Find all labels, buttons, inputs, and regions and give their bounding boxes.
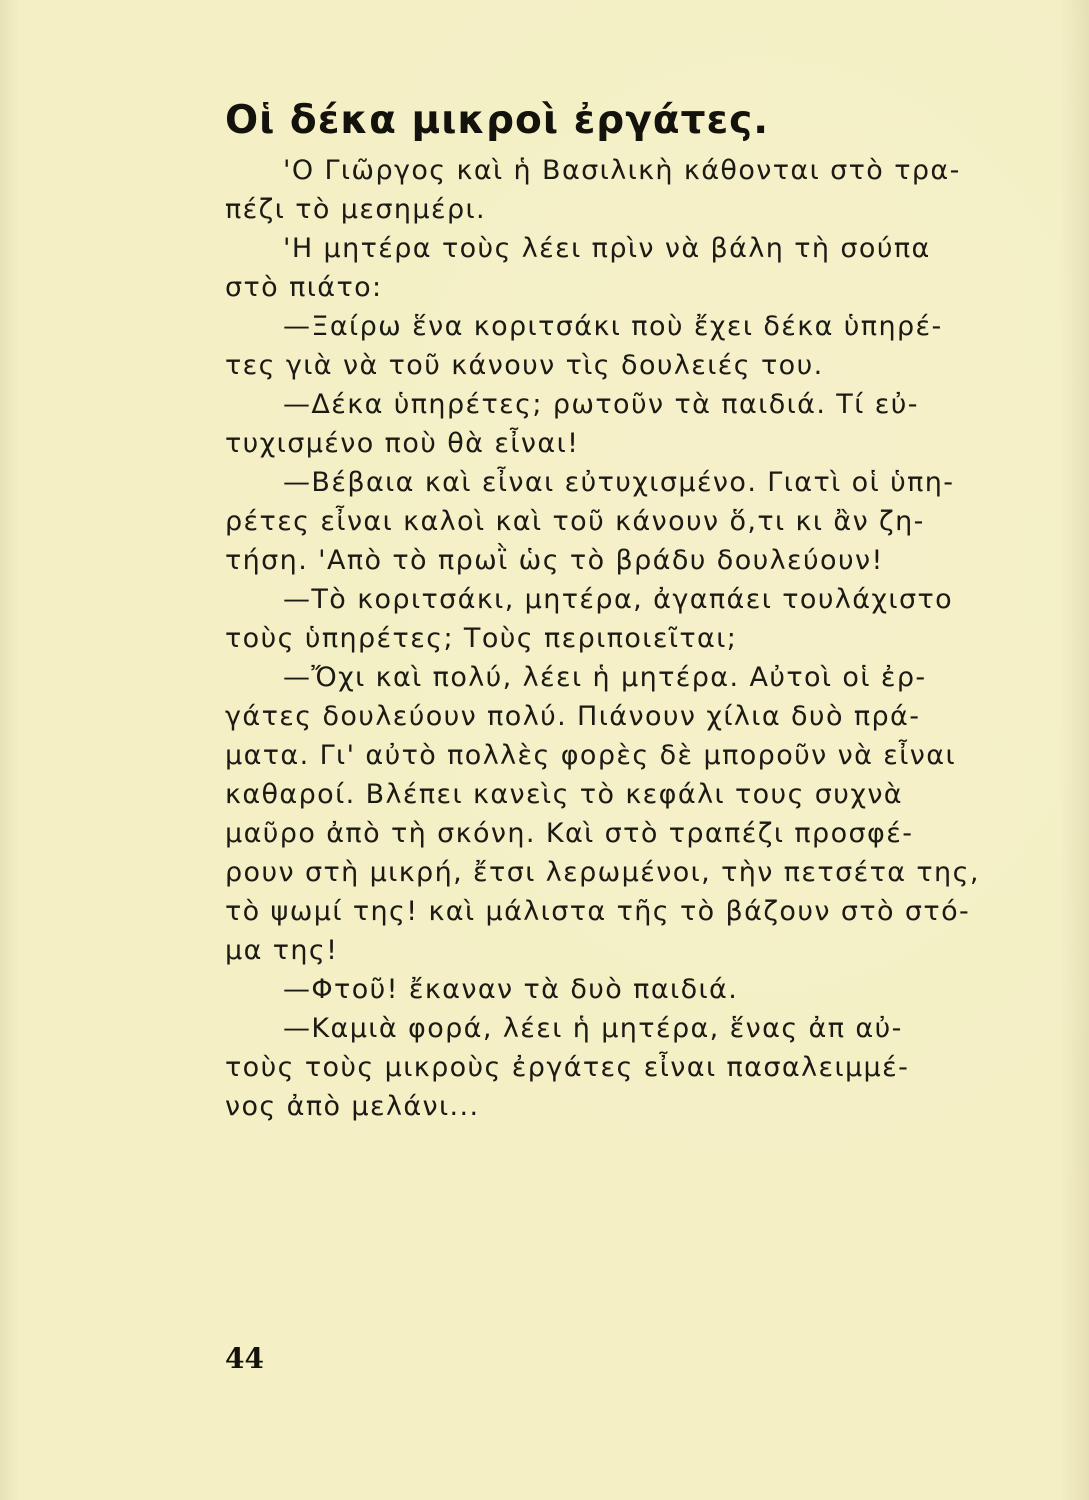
text-line: τες γιὰ νὰ τοῦ κάνουν τὶς δουλειές του.: [225, 350, 824, 381]
page-number: 44: [225, 1342, 264, 1375]
text-line: —Τὸ κοριτσάκι, μητέρα, ἀγαπάει τουλάχιστο: [283, 584, 954, 615]
text-line: τὸ ψωμί της! καὶ μάλιστα τῆς τὸ βάζουν στὸ στό-: [225, 896, 971, 927]
page-title: Οἱ δέκα μικροὶ ἐργάτες.: [225, 98, 770, 143]
text-line: νος ἀπὸ μελάνι...: [225, 1091, 480, 1122]
text-line: τοὺς ὑπηρέτες; Τοὺς περιποιεῖται;: [225, 623, 738, 654]
text-line: —Ὄχι καὶ πολύ, λέει ἡ μητέρα. Αὐτοὶ οἱ ἐρ-: [283, 662, 927, 693]
text-line: τυχισμένο ποὺ θὰ εἶναι!: [225, 428, 580, 459]
text-line: 'Ο Γιῶργος καὶ ἡ Βασιλικὴ κάθονται στὸ τρα-: [283, 155, 961, 186]
text-line: ματα. Γι' αὐτὸ πολλὲς φορὲς δὲ μποροῦν νὰ εἶναι: [225, 740, 957, 771]
text-line: 'Η μητέρα τοὺς λέει πρὶν νὰ βάλη τὴ σούπα: [283, 233, 931, 264]
text-line: καθαροί. Βλέπει κανεὶς τὸ κεφάλι τους συχνὰ: [225, 779, 904, 810]
text-line: ρέτες εἶναι καλοὶ καὶ τοῦ κάνουν ὅ,τι κι ἂν ζη-: [225, 506, 925, 537]
story-text: [225, 155, 1025, 1130]
text-line: μα της!: [225, 935, 339, 966]
text-line: μαῦρο ἀπὸ τὴ σκόνη. Καὶ στὸ τραπέζι προσφέ-: [225, 818, 914, 849]
text-line: —Καμιὰ φορά, λέει ἡ μητέρα, ἕνας ἀπ αὐ-: [283, 1013, 903, 1044]
text-line: —Ξαίρω ἕνα κοριτσάκι ποὺ ἔχει δέκα ὑπηρέ-: [283, 311, 943, 342]
text-line: στὸ πιάτο:: [225, 272, 383, 303]
text-line: γάτες δουλεύουν πολύ. Πιάνουν χίλια δυὸ πρά-: [225, 701, 921, 732]
text-line: —Βέβαια καὶ εἶναι εὐτυχισμένο. Γιατὶ οἱ ὑπη-: [283, 467, 955, 498]
text-line: τήση. 'Απὸ τὸ πρωῒ ὡς τὸ βράδυ δουλεύουν!: [225, 545, 884, 576]
text-line: πέζι τὸ μεσημέρι.: [225, 194, 487, 225]
text-line: τοὺς τοὺς μικροὺς ἐργάτες εἶναι πασαλειμμέ-: [225, 1052, 910, 1083]
text-line: ρουν στὴ μικρή, ἔτσι λερωμένοι, τὴν πετσέτα της,: [225, 857, 980, 888]
text-line: —Δέκα ὑπηρέτες; ρωτοῦν τὰ παιδιά. Τί εὐ-: [283, 389, 919, 420]
text-line: —Φτοῦ! ἔκαναν τὰ δυὸ παιδιά.: [283, 974, 739, 1005]
